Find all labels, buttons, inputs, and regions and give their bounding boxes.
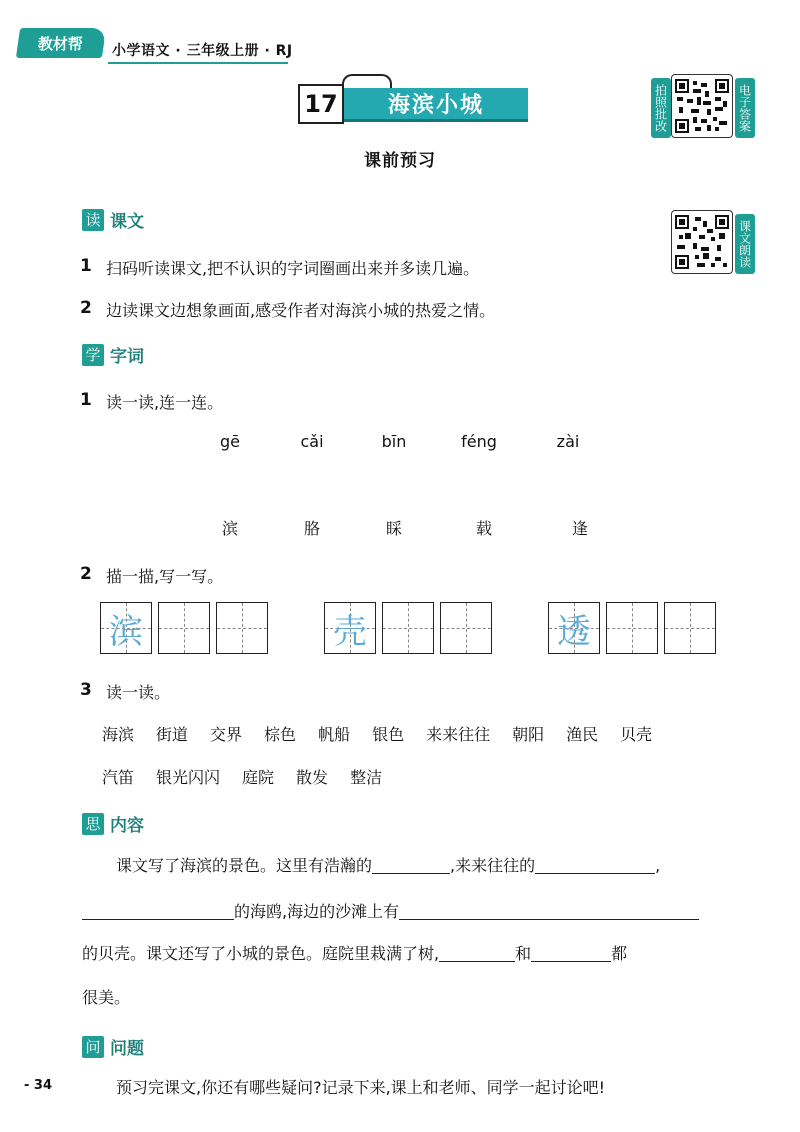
char-item[interactable]: 睬 (385, 519, 402, 538)
char-item[interactable]: 胳 (303, 519, 320, 538)
subject-line: 小学语文 · 三年级上册 · RJ (112, 43, 293, 59)
content-line-1 (82, 858, 758, 874)
item-number: 1 (80, 256, 92, 276)
writing-grid-2 (324, 602, 492, 654)
word: 来来往往 (426, 725, 491, 744)
fill-blank[interactable] (439, 946, 515, 962)
learn-q1 (80, 390, 223, 413)
word: 帆船 (318, 725, 351, 744)
section-ask-header (82, 1034, 144, 1059)
word: 朝阳 (512, 725, 545, 744)
fill-blank[interactable] (82, 904, 234, 920)
content-line-4: 很美。 (82, 988, 131, 1007)
item-text: 读一读,连一连。 (106, 393, 224, 412)
trace-char: 透 (557, 611, 591, 652)
content-line-2 (82, 904, 758, 920)
item-text: 读一读。 (106, 683, 171, 702)
trace-cell[interactable] (548, 602, 600, 654)
word: 棕色 (264, 725, 297, 744)
brand-label: 教材帮 (38, 34, 84, 53)
lesson-number: 17 (298, 84, 344, 124)
char-item[interactable]: 载 (475, 519, 492, 538)
item-number: 1 (80, 390, 92, 410)
content-text: ,来来往往的 (450, 856, 536, 875)
fill-blank[interactable] (372, 858, 450, 874)
content-text: 都 (611, 944, 628, 963)
section-learn-label: 字词 (110, 347, 144, 367)
item-number: 3 (80, 680, 92, 700)
section-learn-header (82, 342, 144, 367)
section-read-header (82, 207, 144, 232)
word: 街道 (156, 725, 189, 744)
word: 庭院 (242, 768, 275, 787)
item-text: 边读课文边想象画面,感受作者对海滨小城的热爱之情。 (106, 301, 496, 320)
section-read-tag: 读 (82, 209, 104, 231)
qr-code-icon (675, 215, 729, 269)
content-line-3 (82, 946, 758, 962)
word: 整洁 (350, 768, 383, 787)
word: 银色 (372, 725, 405, 744)
item-number: 2 (80, 298, 92, 318)
question-prompt: 预习完课文,你还有哪些疑问?记录下来,课上和老师、同学一起讨论吧! (116, 1078, 606, 1097)
section-learn-tag: 学 (82, 344, 104, 366)
trace-cell[interactable] (100, 602, 152, 654)
lesson-decoration (342, 74, 392, 88)
word: 渔民 (566, 725, 599, 744)
content-text: 的贝壳。课文还写了小城的景色。庭院里栽满了树, (82, 944, 440, 963)
char-item[interactable]: 逢 (571, 519, 588, 538)
qr-code-icon (675, 79, 729, 133)
content-text: 课文写了海滨的景色。这里有浩瀚的 (116, 856, 373, 875)
pinyin-item[interactable]: gē (220, 432, 240, 451)
writing-grid-1 (100, 602, 268, 654)
header-divider (108, 62, 288, 64)
word: 贝壳 (620, 725, 653, 744)
section-ask-tag: 问 (82, 1036, 104, 1058)
section-title: 课前预习 (364, 151, 436, 171)
qr-reading-label: 课文朗读 (735, 214, 755, 274)
char-item[interactable]: 滨 (221, 519, 238, 538)
learn-q3 (80, 680, 170, 703)
section-read-label: 课文 (110, 212, 144, 232)
write-cell[interactable] (664, 602, 716, 654)
write-cell[interactable] (382, 602, 434, 654)
fill-blank[interactable] (399, 904, 699, 920)
word-list-row-1 (102, 722, 742, 745)
pinyin-item[interactable]: cǎi (300, 432, 324, 451)
word-list-row-2 (102, 765, 742, 788)
brand-badge (16, 28, 106, 58)
content-text: , (655, 856, 661, 875)
word: 汽笛 (102, 768, 135, 787)
qr-code-reading[interactable] (671, 210, 733, 274)
word: 散发 (296, 768, 329, 787)
write-cell[interactable] (440, 602, 492, 654)
fill-blank[interactable] (531, 946, 611, 962)
write-cell[interactable] (216, 602, 268, 654)
write-cell[interactable] (606, 602, 658, 654)
writing-grid-3 (548, 602, 716, 654)
pinyin-row (210, 432, 588, 451)
qr-code-answers[interactable] (671, 74, 733, 138)
item-text: 扫码听读课文,把不认识的字词圈画出来并多读几遍。 (106, 259, 480, 278)
lesson-title: 海滨小城 (344, 88, 528, 122)
word: 银光闪闪 (156, 768, 221, 787)
pinyin-item[interactable]: bīn (381, 432, 407, 451)
read-item-2 (80, 298, 495, 321)
pinyin-item[interactable]: féng (461, 432, 497, 451)
item-text: 描一描,写一写。 (106, 567, 224, 586)
write-cell[interactable] (158, 602, 210, 654)
char-row (210, 516, 600, 539)
word: 交界 (210, 725, 243, 744)
read-item-1 (80, 256, 479, 279)
qr-answers-label: 电子答案 (735, 78, 755, 138)
word: 海滨 (102, 725, 135, 744)
learn-q2 (80, 564, 223, 587)
trace-char: 壳 (333, 611, 367, 652)
trace-cell[interactable] (324, 602, 376, 654)
trace-char: 滨 (109, 611, 143, 652)
fill-blank[interactable] (535, 858, 655, 874)
section-think-header (82, 811, 144, 836)
content-text: 和 (515, 944, 532, 963)
item-number: 2 (80, 564, 92, 584)
page-number: - 34 (24, 1078, 53, 1093)
section-think-tag: 思 (82, 813, 104, 835)
qr-photo-grade-label: 拍照批改 (651, 78, 671, 138)
content-text: 的海鸥,海边的沙滩上有 (234, 902, 400, 921)
section-think-label: 内容 (110, 816, 144, 836)
pinyin-item[interactable]: zài (556, 432, 580, 451)
section-ask-label: 问题 (110, 1039, 144, 1059)
